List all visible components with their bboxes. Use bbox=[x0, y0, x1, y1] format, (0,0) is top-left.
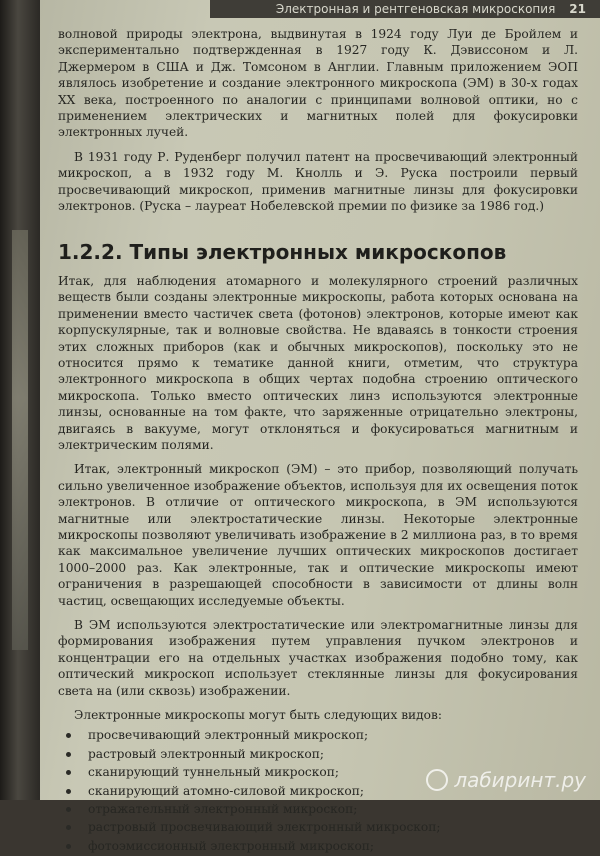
list-item: растровый электронный микроскоп; bbox=[58, 746, 578, 762]
watermark-text: лабиринт.ру bbox=[454, 768, 586, 792]
book-spine bbox=[0, 0, 40, 800]
labirint-logo-icon bbox=[426, 769, 448, 791]
list-item: сканирующий туннельный микроскоп; bbox=[58, 764, 578, 780]
paragraph-4: Итак, электронный микроскоп (ЭМ) – это прибор, позволяющий получать сильно увеличенное изображение объектов, используя для их освещения поток электронов. В отличие от оптического микроскопа, в ЭМ используются магнитные или электростатические линзы. Некоторые электронные микроскопы позволяют увеличивать изображение в 2 миллиона раз, в то время как максимальное увеличение лучших оптических микроскопов достигает 1000–2000 раз. Как электронные, так и оптические микроскопы имеют ограничения в разрешающей способности в зависимости от длины волн частиц, освещающих исследуемые объекты. bbox=[58, 462, 578, 608]
list-item: отражательный электронный микроскоп; bbox=[58, 801, 578, 817]
paragraph-2: В 1931 году Р. Руденберг получил патент на просвечивающий электронный микроскоп, а в 1932 году М. Кнолль и Э. Руска построили первый просвечивающий микроскоп, применив магнитные линзы для фокусировки электронов. (Руска – лауреат Нобелевской премии по физике за 1986 год.) bbox=[58, 149, 578, 214]
list-item: фотоэмиссионный электронный микроскоп; bbox=[58, 838, 578, 854]
paragraph-3: Итак, для наблюдения атомарного и молекулярного строений различных веществ были созданы электронные микроскопы, работа которых основана на применении вместо частичек света (фотонов) электронов, которые имеют как корпускулярные, так и волновые свойства. Не вдаваясь в тонкости строения этих сложных приборов (как и обычных микроскопов), поскольку это не относится прямо к тематике данной книги, отметим, что структура электронного микроскопа в общих чертах подобна строению оптического микроскопа. Только вместо оптических линз используются электронные линзы, основанные на том факте, что заряженные отрицательно электроны, двигаясь в вакууме, могут отклоняться и фокусироваться магнитным и электрическим полями. bbox=[58, 273, 578, 452]
running-title: Электронная и рентгеновская микроскопия bbox=[275, 2, 556, 16]
section-heading: 1.2.2. Типы электронных микроскопов bbox=[58, 240, 507, 265]
paragraph-5: В ЭМ используются электростатические или электромагнитные линзы для формирования изображения путем управления пучком электронов и концентрации его на отдельных участках изображения подобно тому, как оптический микроскоп использует стеклянные линзы для фокусирования света на (или сквозь) изображении. bbox=[58, 618, 578, 698]
list-item: просвечивающий электронный микроскоп; bbox=[58, 727, 578, 743]
page-number: 21 bbox=[569, 2, 586, 16]
book-page bbox=[40, 0, 600, 853]
list-item: растровый просвечивающий электронный микроскоп; bbox=[58, 819, 578, 835]
list-intro: Электронные микроскопы могут быть следующих видов: bbox=[74, 708, 442, 723]
watermark bbox=[426, 768, 586, 792]
page-content bbox=[58, 26, 578, 856]
list-item: сканирующий атомно-силовой микроскоп; bbox=[58, 783, 578, 799]
spine-strip bbox=[12, 230, 28, 650]
running-header bbox=[210, 0, 600, 18]
paragraph-1: волновой природы электрона, выдвинутая в 1924 году Луи де Бройлем и экспериментально подтвержденная в 1927 году К. Дэвиссоном и Л. Джермером в США и Дж. Томсоном в Англии. Главным приложением ЭОП являлось изобретение и создание электронного микроскопа (ЭМ) в 30-х годах XX века, построенного по аналогии с принципами волновой оптики, но с применением электрических и магнитных полей для фокусировки электронных лучей. bbox=[58, 27, 578, 140]
